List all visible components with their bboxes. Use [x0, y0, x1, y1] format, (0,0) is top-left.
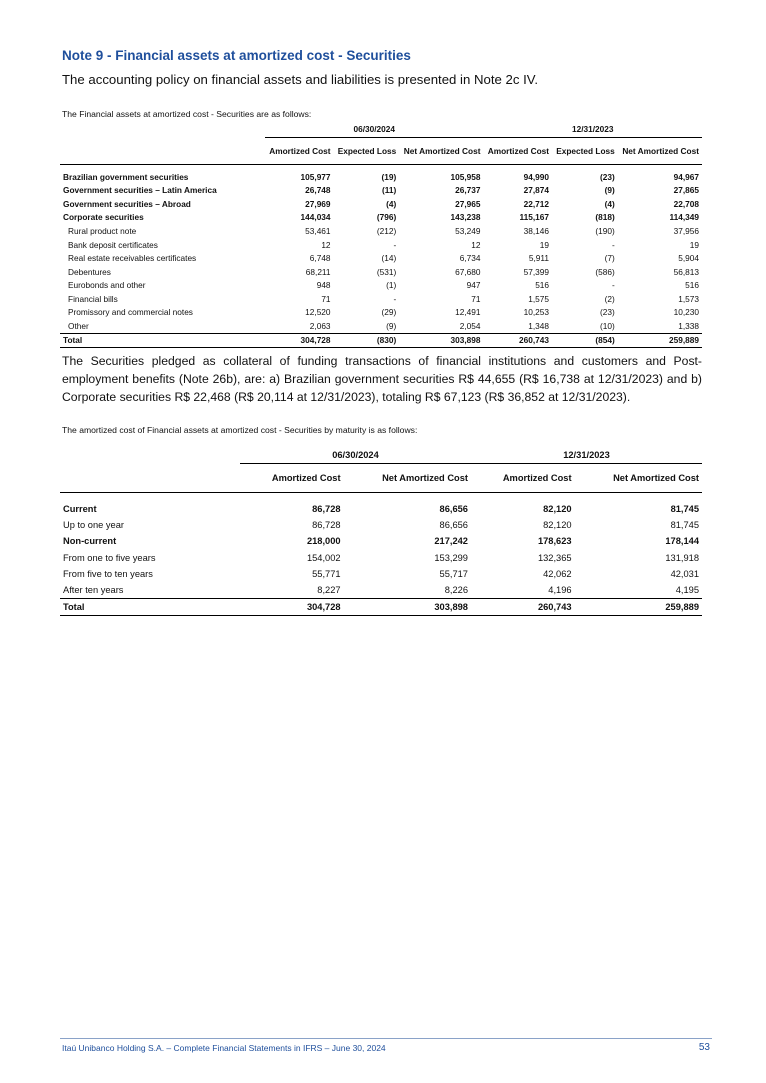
table-row: [60, 305, 702, 319]
cell-value: 12: [471, 239, 481, 250]
cell-value: (4): [604, 198, 615, 209]
cell-value: 82,120: [543, 520, 572, 531]
row-label: Total: [60, 599, 240, 616]
cell-value: 304,728: [265, 333, 334, 347]
cell-value: -: [393, 239, 397, 250]
table-row: [60, 211, 702, 225]
table1-period-header: 12/31/2023: [483, 121, 702, 138]
table-row: [60, 566, 702, 582]
cell-value: 12: [321, 239, 331, 250]
cell-value: 71: [471, 293, 481, 304]
table2-period-header: 06/30/2024: [240, 447, 471, 464]
maturity-table: [60, 447, 702, 616]
row-label: Rural product note: [68, 225, 137, 236]
cell-value: 144,034: [300, 212, 331, 223]
cell-value: 19: [539, 239, 550, 250]
cell-value: 55,771: [312, 568, 341, 579]
cell-value: (29): [381, 307, 397, 318]
cell-value: 37,956: [673, 225, 699, 236]
cell-value: (854): [552, 333, 618, 347]
row-label: From one to five years: [63, 552, 156, 563]
note-title: Note 9 - Financial assets at amortized cost - Securities: [62, 48, 411, 63]
row-label: Government securities – Abroad: [63, 198, 191, 209]
cell-value: 53,249: [455, 225, 481, 236]
cell-value: 42,062: [543, 568, 572, 579]
cell-value: (11): [381, 185, 397, 196]
cell-value: (818): [595, 212, 615, 223]
cell-value: 81,745: [670, 504, 699, 515]
cell-value: 82,120: [543, 504, 572, 515]
cell-value: 10,230: [673, 307, 699, 318]
cell-value: (7): [604, 253, 615, 264]
cell-value: 153,299: [434, 552, 468, 563]
table2-corner: [60, 447, 240, 464]
cell-value: 2,054: [459, 320, 481, 331]
cell-value: (9): [604, 185, 615, 196]
cell-value: 94,967: [673, 171, 699, 182]
cell-value: 259,889: [575, 599, 702, 616]
cell-value: 1,575: [528, 293, 550, 304]
table2-caption: The amortized cost of Financial assets at amortized cost - Securities by maturity is as follows:: [62, 425, 418, 435]
cell-value: 10,253: [523, 307, 550, 318]
table-row: [60, 582, 702, 599]
cell-value: 1,573: [678, 293, 699, 304]
cell-value: 218,000: [306, 536, 341, 547]
cell-value: -: [393, 293, 397, 304]
cell-value: 53,461: [305, 225, 331, 236]
cell-value: 143,238: [450, 212, 481, 223]
row-label: From five to ten years: [63, 568, 153, 579]
cell-value: 86,728: [312, 504, 341, 515]
cell-value: 22,712: [523, 198, 550, 209]
table-row: [60, 278, 702, 292]
cell-value: 154,002: [306, 552, 341, 563]
table-row: [60, 533, 702, 549]
cell-value: 1,348: [528, 320, 550, 331]
cell-value: 260,743: [483, 333, 552, 347]
cell-value: 131,918: [665, 552, 699, 563]
cell-value: (23): [600, 307, 615, 318]
cell-value: 516: [685, 280, 699, 291]
cell-value: (796): [376, 212, 397, 223]
table-row: [60, 238, 702, 252]
cell-value: 948: [316, 280, 331, 291]
column-header: Amortized Cost: [483, 138, 552, 165]
table-row: [60, 550, 702, 566]
pledged-paragraph: The Securities pledged as collateral of funding transactions of financial institutions and customers and Post-employment benefits (Note 26b), are: a) Brazilian government securities R$ 44,655 (R$ 16,738 at 12/31/2023) and b) Corporate securities R$ 22,468 (R$ 20,114 at 12/31/2023), totaling R$ 67,123 (R$ 36,852 at 12/31/2023).: [62, 354, 702, 404]
cell-value: 1,338: [678, 320, 699, 331]
cell-value: 8,226: [444, 585, 468, 596]
cell-value: (14): [381, 253, 397, 264]
cell-value: 68,211: [305, 266, 331, 277]
cell-value: 26,737: [455, 185, 481, 196]
cell-value: (19): [381, 171, 397, 182]
cell-value: 55,717: [439, 568, 468, 579]
cell-value: 27,965: [455, 198, 481, 209]
table-row: [60, 251, 702, 265]
cell-value: 115,167: [519, 212, 550, 223]
row-label: Government securities – Latin America: [63, 185, 217, 196]
policy-text: The accounting policy on financial assets and liabilities is presented in Note 2c IV.: [62, 72, 539, 87]
table-row: [60, 501, 702, 517]
cell-value: (2): [604, 293, 615, 304]
cell-value: 71: [321, 293, 331, 304]
cell-value: 4,195: [675, 585, 699, 596]
cell-value: 27,865: [673, 185, 699, 196]
cell-value: 178,623: [537, 536, 572, 547]
table-row: [60, 319, 702, 333]
cell-value: 86,728: [312, 520, 341, 531]
cell-value: (830): [334, 333, 400, 347]
cell-value: 6,748: [309, 253, 331, 264]
row-label: Total: [60, 333, 265, 347]
page-number: 53: [698, 1042, 710, 1053]
cell-value: 67,680: [455, 266, 481, 277]
total-row: [60, 599, 702, 616]
row-label: Current: [63, 504, 97, 515]
cell-value: (212): [376, 225, 397, 236]
table-row: [60, 292, 702, 306]
cell-value: 259,889: [618, 333, 702, 347]
column-header: Expected Loss: [552, 138, 618, 165]
cell-value: (10): [600, 320, 615, 331]
cell-value: (9): [386, 320, 397, 331]
cell-value: 86,656: [439, 520, 468, 531]
cell-value: 42,031: [670, 568, 699, 579]
table2-label-header: [60, 464, 240, 493]
cell-value: 2,063: [309, 320, 331, 331]
table1-period-header: 06/30/2024: [265, 121, 483, 138]
column-header: Amortized Cost: [471, 464, 575, 493]
cell-value: 56,813: [673, 266, 699, 277]
cell-value: 132,365: [537, 552, 572, 563]
row-label: Non-current: [63, 536, 117, 547]
table-row: [60, 184, 702, 198]
column-header: Expected Loss: [334, 138, 400, 165]
row-label: Brazilian government securities: [63, 171, 189, 182]
cell-value: 516: [535, 280, 550, 291]
column-header: Amortized Cost: [240, 464, 344, 493]
footer-divider: [60, 1038, 712, 1039]
cell-value: 19: [689, 239, 699, 250]
cell-value: 217,242: [434, 536, 468, 547]
cell-value: 304,728: [240, 599, 344, 616]
cell-value: 5,911: [528, 253, 550, 264]
cell-value: 947: [466, 280, 481, 291]
row-label: Other: [68, 320, 89, 331]
row-label: Promissory and commercial notes: [68, 307, 193, 318]
column-header: Net Amortized Cost: [399, 138, 483, 165]
cell-value: (4): [386, 198, 397, 209]
cell-value: 86,656: [439, 504, 468, 515]
cell-value: 303,898: [344, 599, 471, 616]
cell-value: 12,491: [455, 307, 481, 318]
cell-value: 6,734: [459, 253, 481, 264]
row-label: After ten years: [63, 585, 124, 596]
cell-value: 178,144: [665, 536, 699, 547]
table-row: [60, 224, 702, 238]
table1-label-header: [60, 138, 265, 165]
table2-period-header: 12/31/2023: [471, 447, 702, 464]
securities-table: [60, 121, 702, 348]
total-row: [60, 333, 702, 347]
footer-text: Itaú Unibanco Holding S.A. – Complete Financial Statements in IFRS – June 30, 2024: [62, 1043, 386, 1053]
table1-caption: The Financial assets at amortized cost - Securities are as follows:: [62, 109, 312, 119]
column-header: Net Amortized Cost: [575, 464, 702, 493]
table-row: [60, 170, 702, 184]
cell-value: (190): [595, 225, 615, 236]
cell-value: -: [612, 280, 615, 291]
row-label: Corporate securities: [63, 212, 144, 223]
row-label: Real estate receivables certificates: [68, 253, 197, 264]
cell-value: 105,977: [300, 171, 331, 182]
cell-value: 8,227: [317, 585, 341, 596]
cell-value: 57,399: [523, 266, 550, 277]
cell-value: 105,958: [450, 171, 481, 182]
row-label: Bank deposit certificates: [68, 239, 158, 250]
cell-value: 38,146: [523, 225, 550, 236]
column-header: Net Amortized Cost: [344, 464, 471, 493]
column-header: Net Amortized Cost: [618, 138, 702, 165]
table-row: [60, 197, 702, 211]
cell-value: 12,520: [305, 307, 331, 318]
cell-value: 4,196: [548, 585, 572, 596]
cell-value: 114,349: [669, 212, 699, 223]
cell-value: 22,708: [673, 198, 699, 209]
table1-corner: [60, 121, 265, 138]
cell-value: 94,990: [523, 171, 550, 182]
row-label: Up to one year: [63, 520, 124, 531]
cell-value: (586): [595, 266, 615, 277]
column-header: Amortized Cost: [265, 138, 334, 165]
cell-value: (1): [386, 280, 397, 291]
table-row: [60, 265, 702, 279]
cell-value: 303,898: [399, 333, 483, 347]
cell-value: 5,904: [678, 253, 699, 264]
cell-value: 81,745: [670, 520, 699, 531]
cell-value: (531): [376, 266, 397, 277]
cell-value: 26,748: [305, 185, 331, 196]
cell-value: 27,969: [305, 198, 331, 209]
cell-value: 260,743: [471, 599, 575, 616]
cell-value: (23): [600, 171, 615, 182]
table-row: [60, 517, 702, 533]
row-label: Eurobonds and other: [68, 280, 146, 291]
cell-value: 27,874: [523, 185, 550, 196]
cell-value: -: [612, 239, 615, 250]
row-label: Debentures: [68, 266, 111, 277]
row-label: Financial bills: [68, 293, 118, 304]
